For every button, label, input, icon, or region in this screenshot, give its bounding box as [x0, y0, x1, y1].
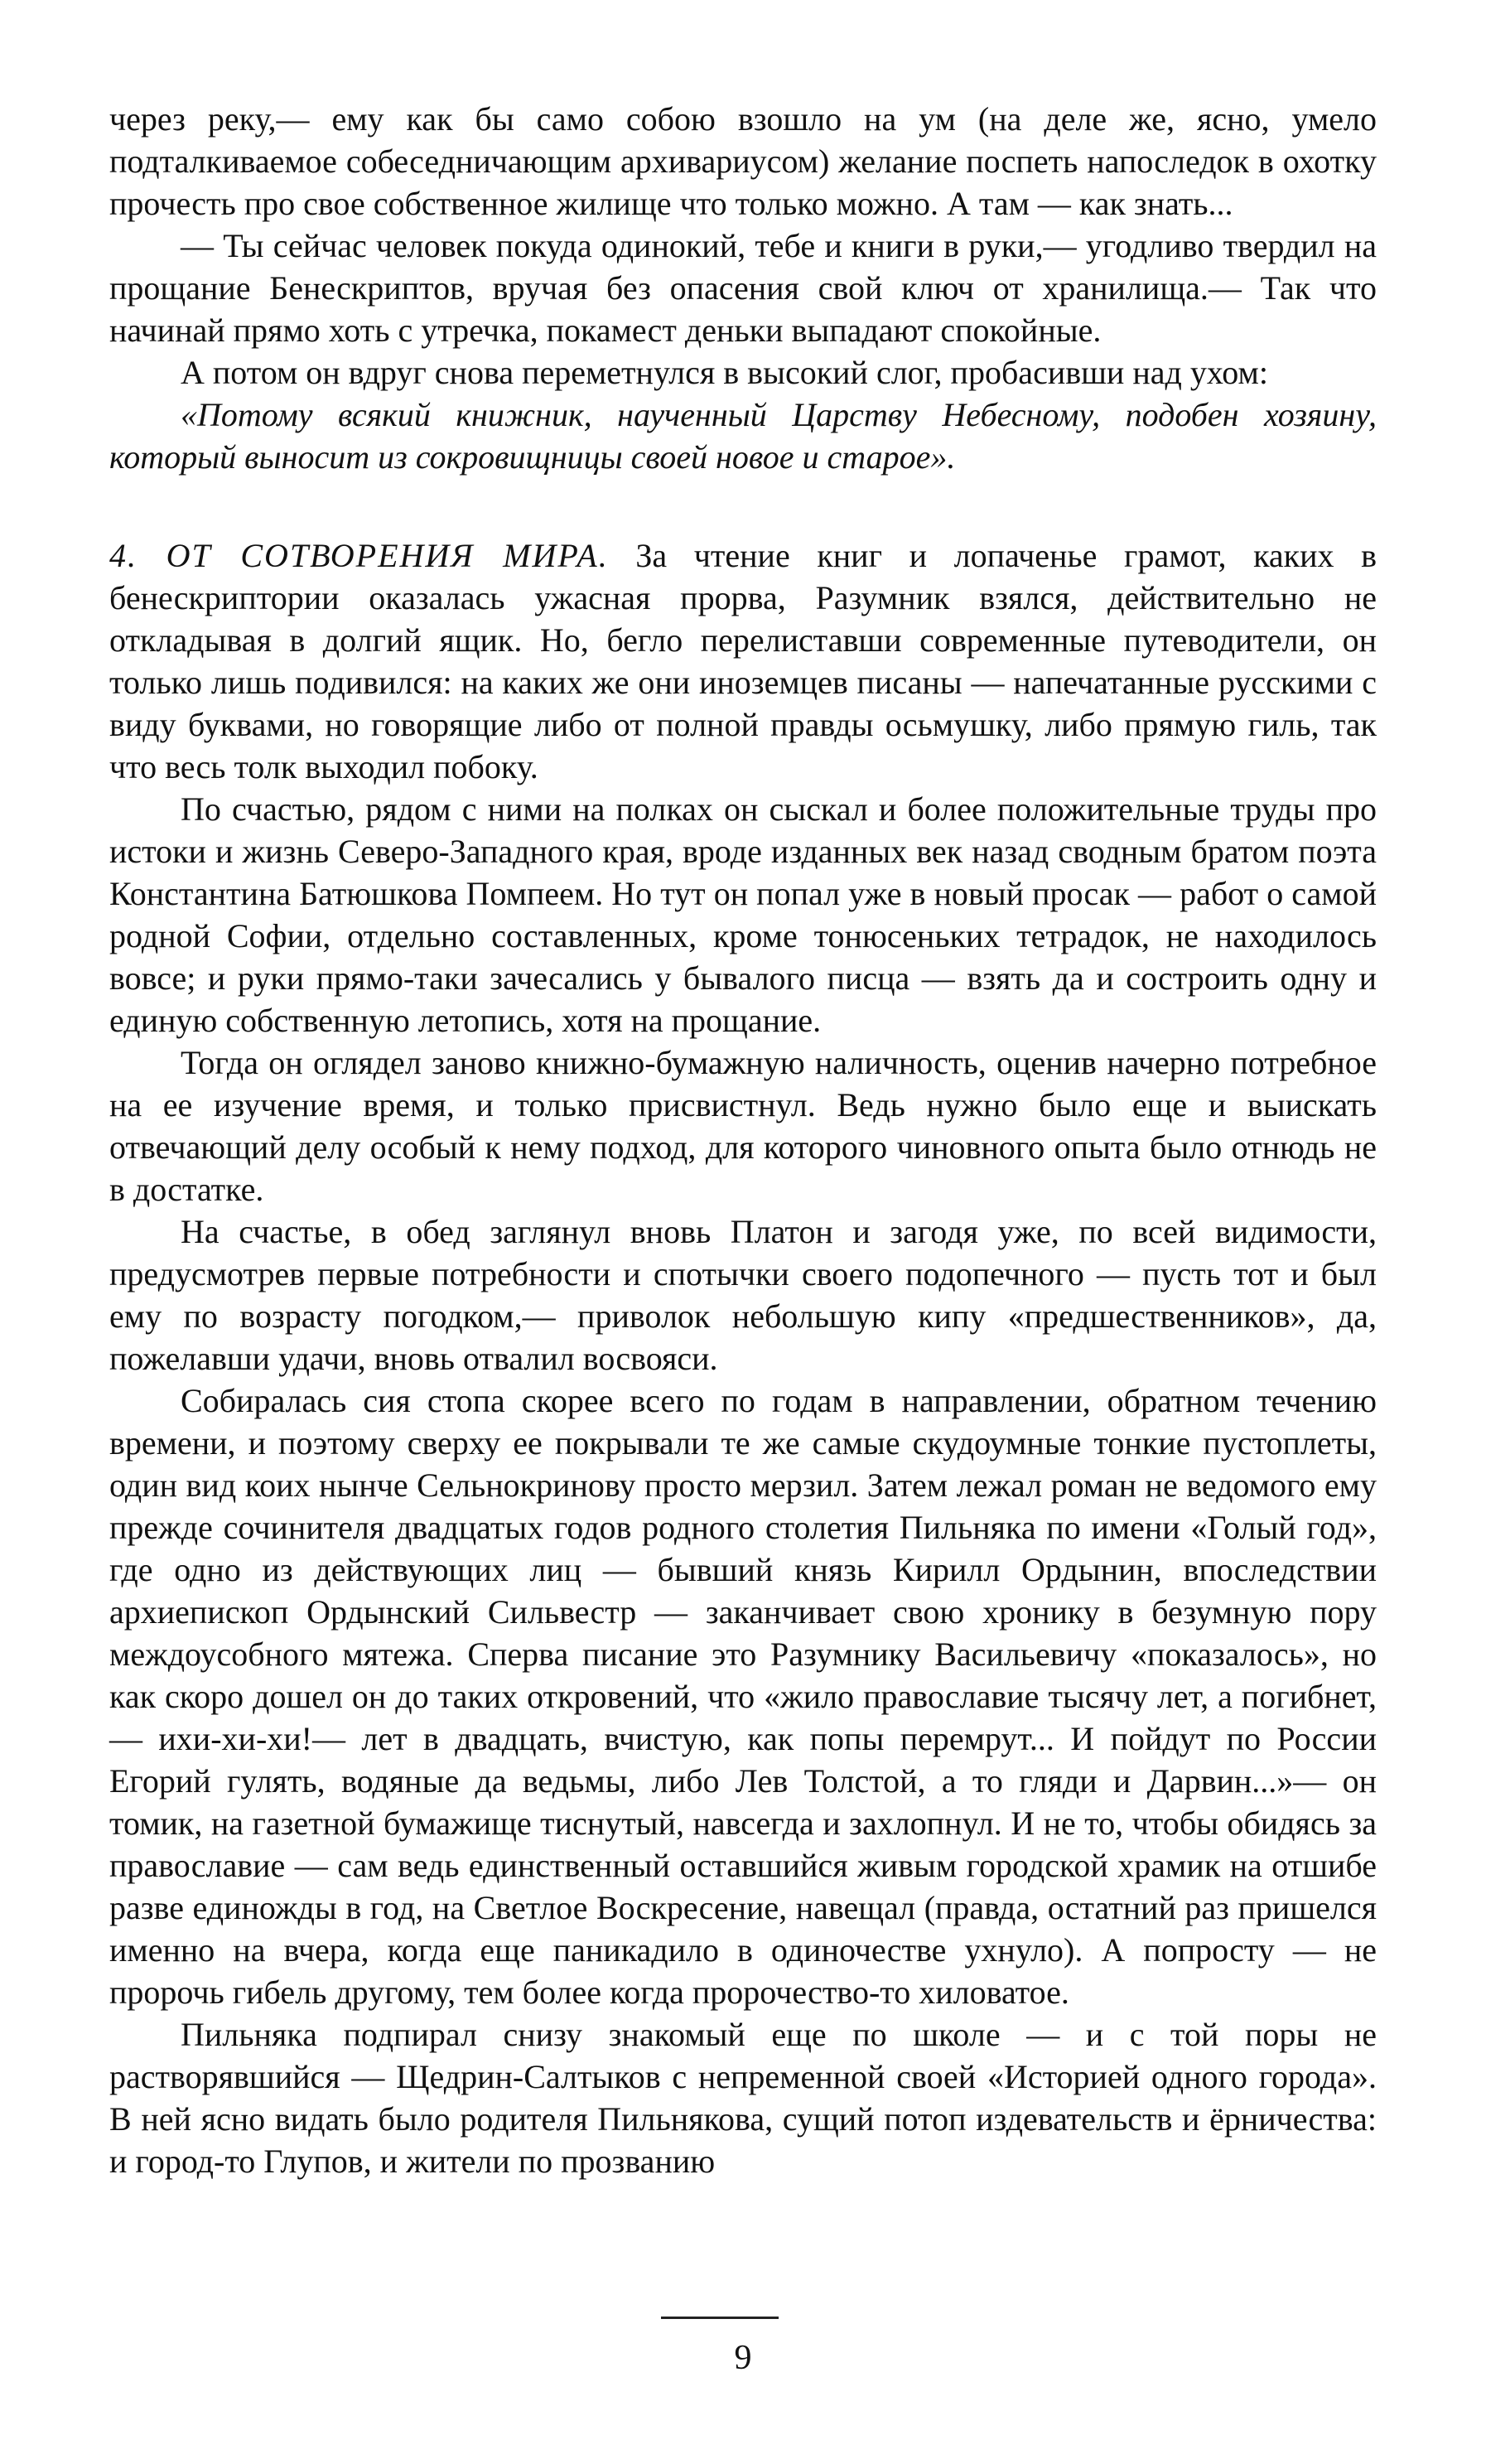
section-opening-text: За чтение книг и лопаченье грамот, каких в бенескриптории оказалась ужасная прорва, Разумник взялся, действительно не откладывая в долгий ящик. Но, бегло перелиставши современные путеводители, он только лишь подивился: на каких же они иноземцев писаны — напечатанные русскими с виду буквами, но говорящие либо от полной правды осьмушку, либо прямую гиль, так что весь толк выходил побоку.: [109, 537, 1377, 785]
section-opening-paragraph: [109, 534, 1377, 788]
paragraph-shchedrin: Пильняка подпирал снизу знакомый еще по школе — и с той поры не растворявшийся — Щедрин-Салтыков с непременной своей «Историей одного города». В ней ясно видать было родителя Пильнякова, сущий потоп издевательств и ёрничества: и город-то Глупов, и жители по прозванию: [109, 2016, 1377, 2180]
paragraph-northwest-chronicles: По счастью, рядом с ними на полках он сыскал и более положительные труды про истоки и жизнь Северо-Западного края, вроде изданных век назад сводным братом поэта Константина Батюшкова Помпеем. Но тут он попал уже в новый просак — работ о самой родной Софии, отдельно составленных, кроме тонюсеньких тетрадок, не находилось вовсе; и руки прямо-таки зачесались у бывалого писца — взять да и состроить одну и единую собственную летопись, хотя на прощание.: [109, 790, 1377, 1039]
paragraph-platon-visit: На счастье, в обед заглянул вновь Платон и загодя уже, по всей видимости, предусмотрев первые потребности и спотычки своего подопечного — пусть тот и был ему по возрасту погодком,— приволок небольшую кипу «предшественников», да, пожелавши удачи, вновь отвалил восвояси.: [109, 1213, 1377, 1377]
paragraph-high-style: А потом он вдруг снова переметнулся в высокий слог, пробасивши над ухом:: [181, 354, 1268, 391]
paragraph-dialogue: — Ты сейчас человек покуда одинокий, тебе и книги в руки,— угодливо твердил на прощание Бенескриптов, вручая без опасения свой ключ от хранилища.— Так что начинай прямо хоть с утречка, покамест деньки выпадают спокойные.: [109, 227, 1377, 349]
paragraph-continuation: через реку,— ему как бы само собою взошло на ум (на деле же, ясно, умело подталкиваемое собеседничающим архивариусом) желание поспеть напоследок в охотку прочесть про свое собственное жилище что только можно. А там — как знать...: [109, 100, 1377, 222]
footer-rule: [661, 2317, 779, 2319]
scripture-quote: «Потому всякий книжник, наученный Царству Небесному, подобен хозяину, который выносит из сокровищницы своей новое и старое».: [109, 396, 1377, 476]
paragraph-pilnyak: Собиралась сия стопа скорее всего по годам в направлении, обратном течению времени, и поэтому сверху ее покрывали те же самые скудоумные тонкие пустоплеты, один вид коих нынче Сельнокринову просто мерзил. Затем лежал роман не ведомого ему прежде сочинителя двадцатых годов родного столетия Пильняка по имени «Голый год», где одно из действующих лиц — бывший князь Кирилл Ордынин, впоследствии архиепископ Ордынский Сильвестр — заканчивает свою хронику в безумную пору междоусобного мятежа. Сперва писание это Разумнику Васильевичу «показалось», но как скоро дошел он до таких откровений, что «жило православие тысячу лет, а погибнет,— ихи-хи-хи!— лет в двадцать, вчистую, как попы перемрут... И пойдут по России Егорий гулять, водяные да ведьмы, либо Лев Толстой, а то гляди и Дарвин...»— он томик, на газетной бумажище тиснутый, навсегда и захлопнул. И не то, чтобы обидясь за православие — сам ведь единственный оставшийся живым городской храмик на отшибе разве единожды в год, на Светлое Воскресение, навещал (правда, остатний раз пришелся именно на вчера, когда еще паникадило в одиночестве ухнуло). А попросту — не пророчь гибель другому, тем более когда пророчество-то хиловатое.: [109, 1382, 1377, 2011]
section-gap: [109, 478, 1377, 534]
section-title: 4. ОТ СОТВОРЕНИЯ МИРА.: [109, 537, 609, 574]
page-body: [109, 98, 1377, 2182]
paragraph-inventory: Тогда он оглядел заново книжно-бумажную наличность, оценив начерно потребное на ее изучение время, и только присвистнул. Ведь нужно было еще и выискать отвечающий делу особый к нему подход, для которого чиновного опыта было отнюдь не в достатке.: [109, 1044, 1377, 1208]
page-number: 9: [734, 2339, 752, 2377]
